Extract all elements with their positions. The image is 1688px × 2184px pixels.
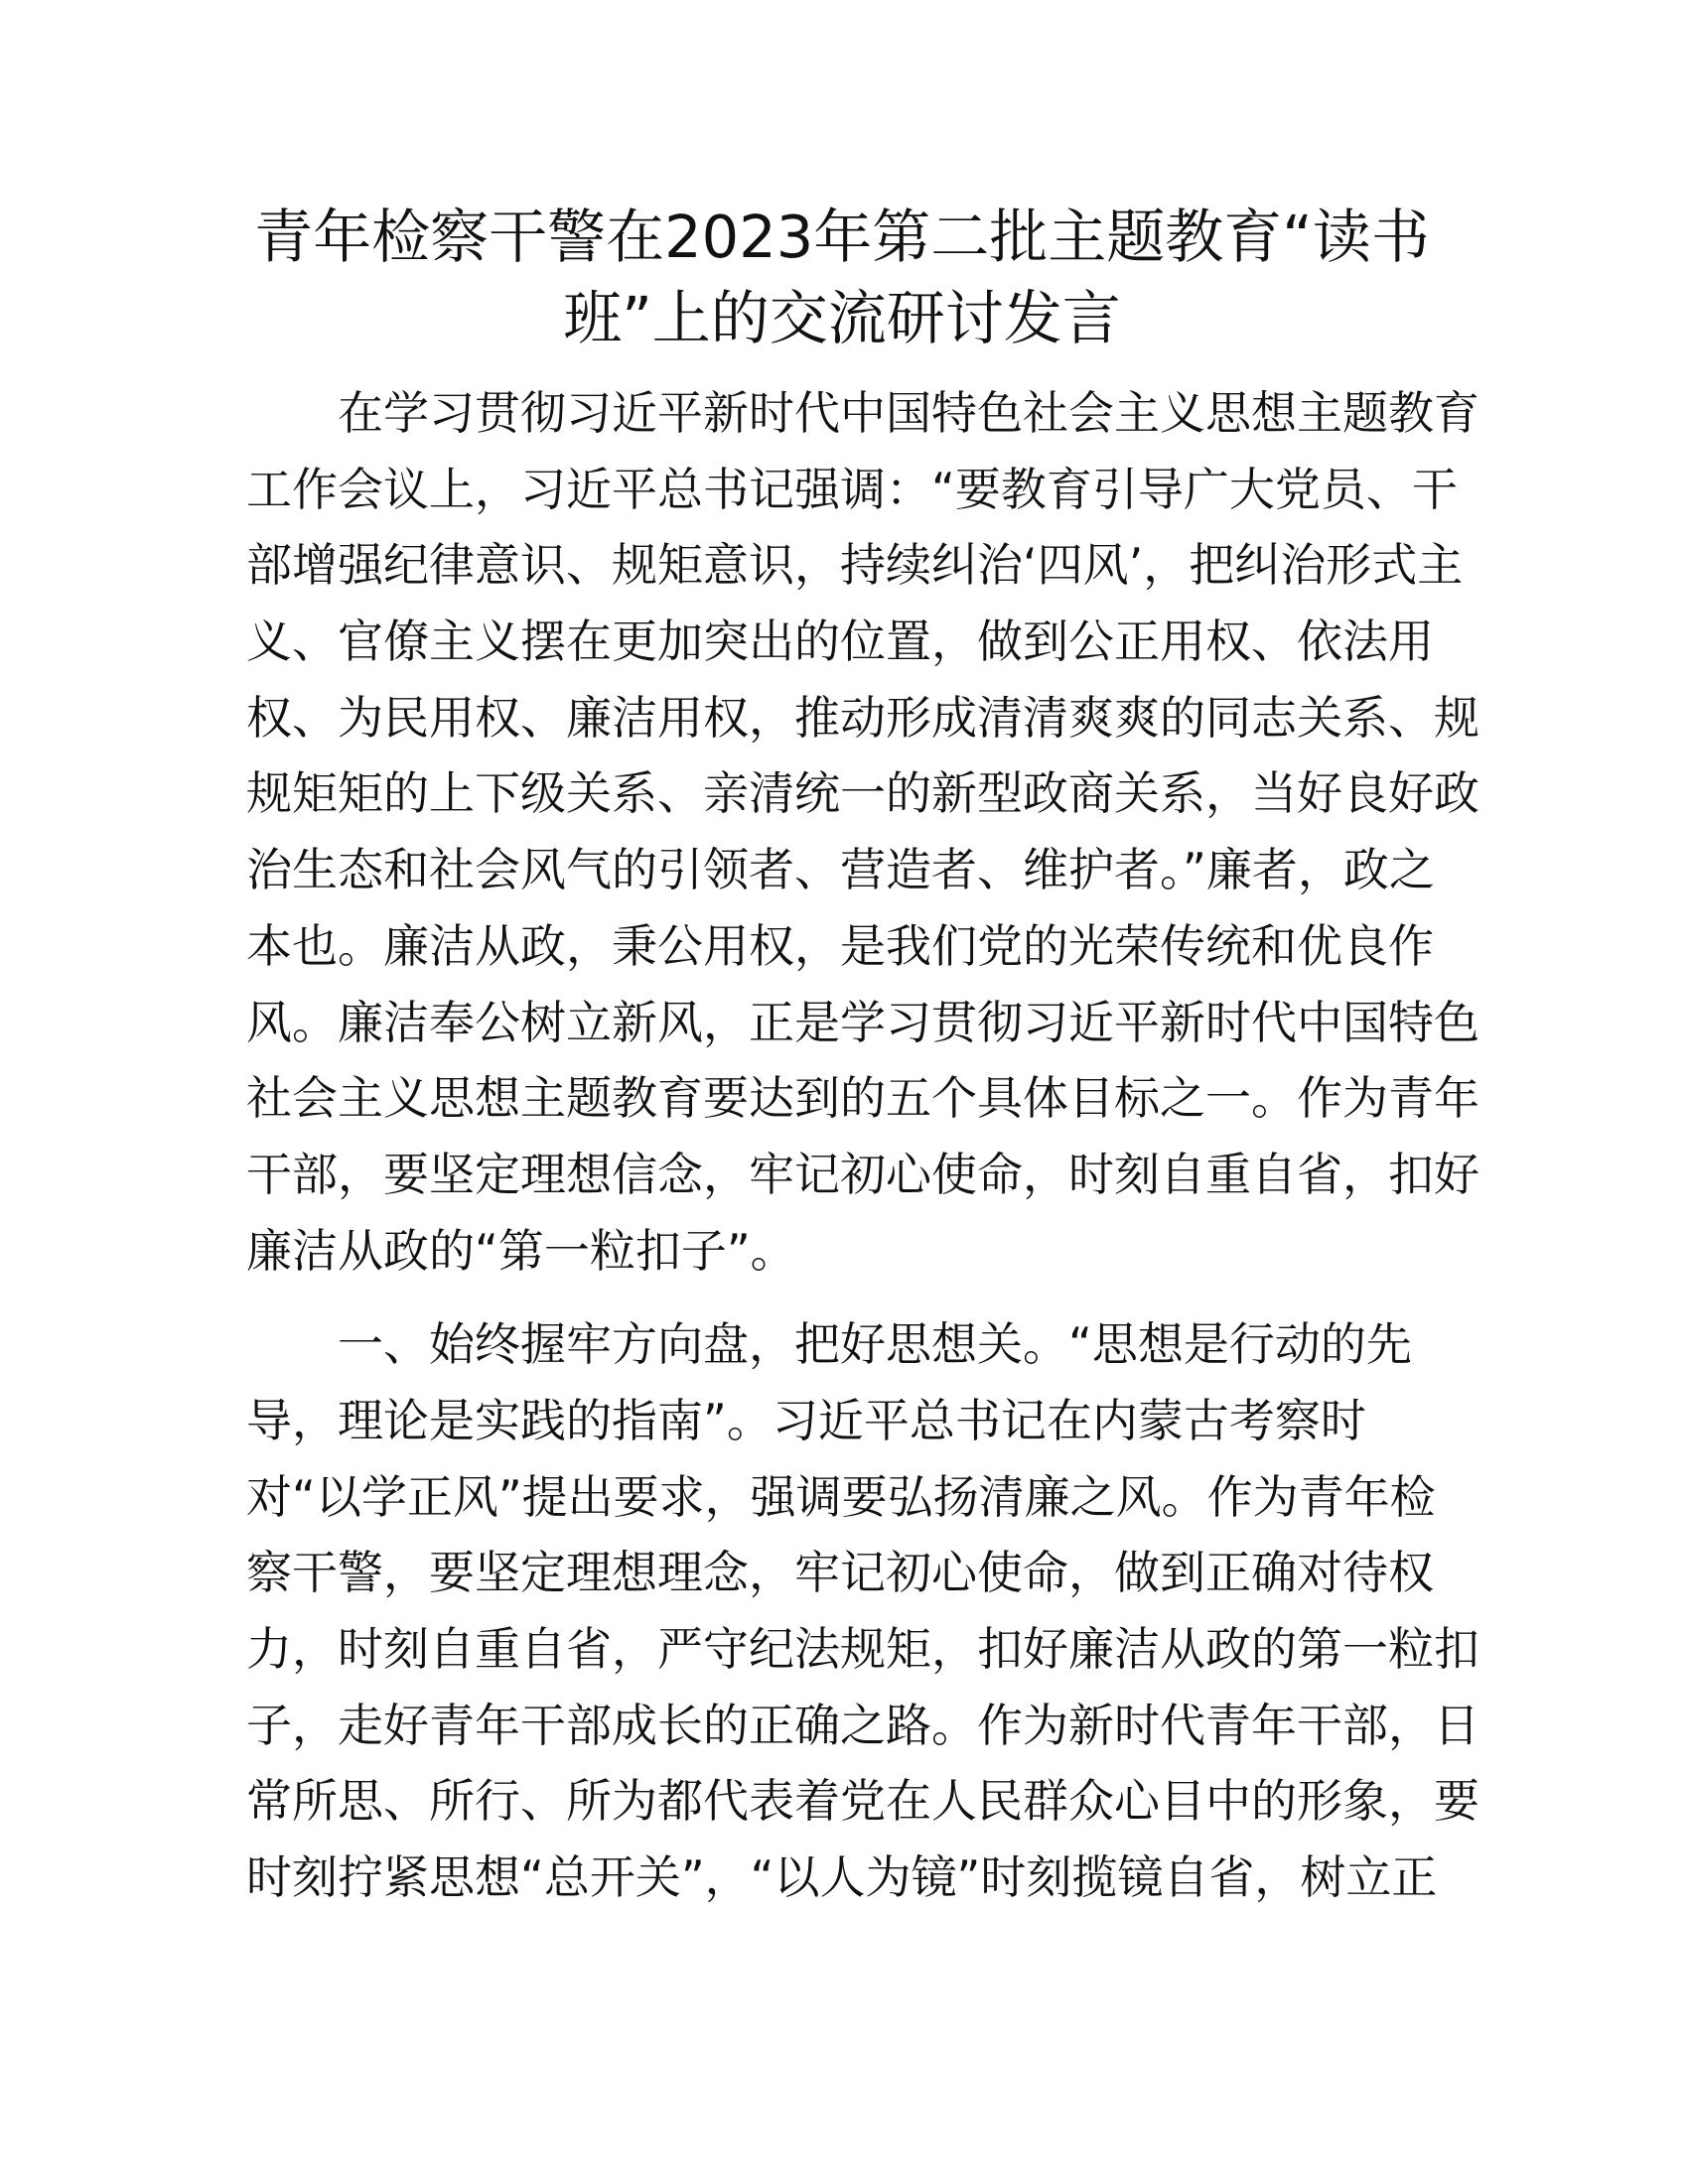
paragraph-line: 廉洁从政的“第一粒扣子”。 <box>246 1223 796 1278</box>
paragraph-line: 社会主义思想主题教育要达到的五个具体目标之一。作为青年 <box>246 1071 1479 1126</box>
paragraph-intro <box>246 375 1479 1289</box>
paragraph-line: 导，理论是实践的指南”。习近平总书记在内蒙古考察时 <box>246 1393 1366 1447</box>
paragraph-line: 部增强纪律意识、规矩意识，持续纠治‘四风’，把纠治形式主 <box>246 538 1464 593</box>
paragraph-line: 权、为民用权、廉洁用权，推动形成清清爽爽的同志关系、规 <box>246 690 1479 745</box>
paragraph-line: 子，走好青年干部成长的正确之路。作为新时代青年干部，日 <box>246 1698 1479 1752</box>
document-title <box>246 197 1438 359</box>
paragraph-line: 干部，要坚定理想信念，牢记初心使命，时刻自重自省，扣好 <box>246 1147 1479 1201</box>
paragraph-spacer <box>246 1289 1438 1306</box>
paragraph-line: 风。廉洁奉公树立新风，正是学习贯彻习近平新时代中国特色 <box>246 995 1479 1049</box>
paragraph-line: 本也。廉洁从政，秉公用权，是我们党的光荣传统和优良作 <box>246 918 1434 973</box>
paragraph-line: 察干警，要坚定理想理念，牢记初心使命，做到正确对待权 <box>246 1546 1434 1600</box>
paragraph-line: 治生态和社会风气的引领者、营造者、维护者。”廉者，政之 <box>246 843 1435 897</box>
document-body <box>246 375 1479 1916</box>
paragraph-line: 常所思、所行、所为都代表着党在人民群众心目中的形象，要 <box>246 1774 1479 1829</box>
title-line-1: 青年检察干警在2023年第二批主题教育“读书 <box>254 203 1430 271</box>
paragraph-line: 力，时刻自重自省，严守纪法规矩，扣好廉洁从政的第一粒扣 <box>246 1622 1479 1676</box>
paragraph-line: 对“以学正风”提出要求，强调要弘扬清廉之风。作为青年检 <box>246 1469 1436 1524</box>
paragraph-line: 规矩矩的上下级关系、亲清统一的新型政商关系，当好良好政 <box>246 766 1479 821</box>
paragraph-section-one <box>246 1306 1479 1916</box>
paragraph-line: 义、官僚主义摆在更加突出的位置，做到公正用权、依法用 <box>246 614 1434 669</box>
paragraph-line: 在学习贯彻习近平新时代中国特色社会主义思想主题教育 <box>338 386 1479 440</box>
paragraph-line: 时刻拧紧思想“总开关”，“以人为镜”时刻揽镜自省，树立正 <box>246 1850 1438 1905</box>
paragraph-line: 一、始终握牢方向盘，把好思想关。“思想是行动的先 <box>338 1317 1412 1372</box>
paragraph-line: 工作会议上，习近平总书记强调：“要教育引导广大党员、干 <box>246 462 1458 516</box>
title-line-2: 班”上的交流研讨发言 <box>563 284 1121 352</box>
